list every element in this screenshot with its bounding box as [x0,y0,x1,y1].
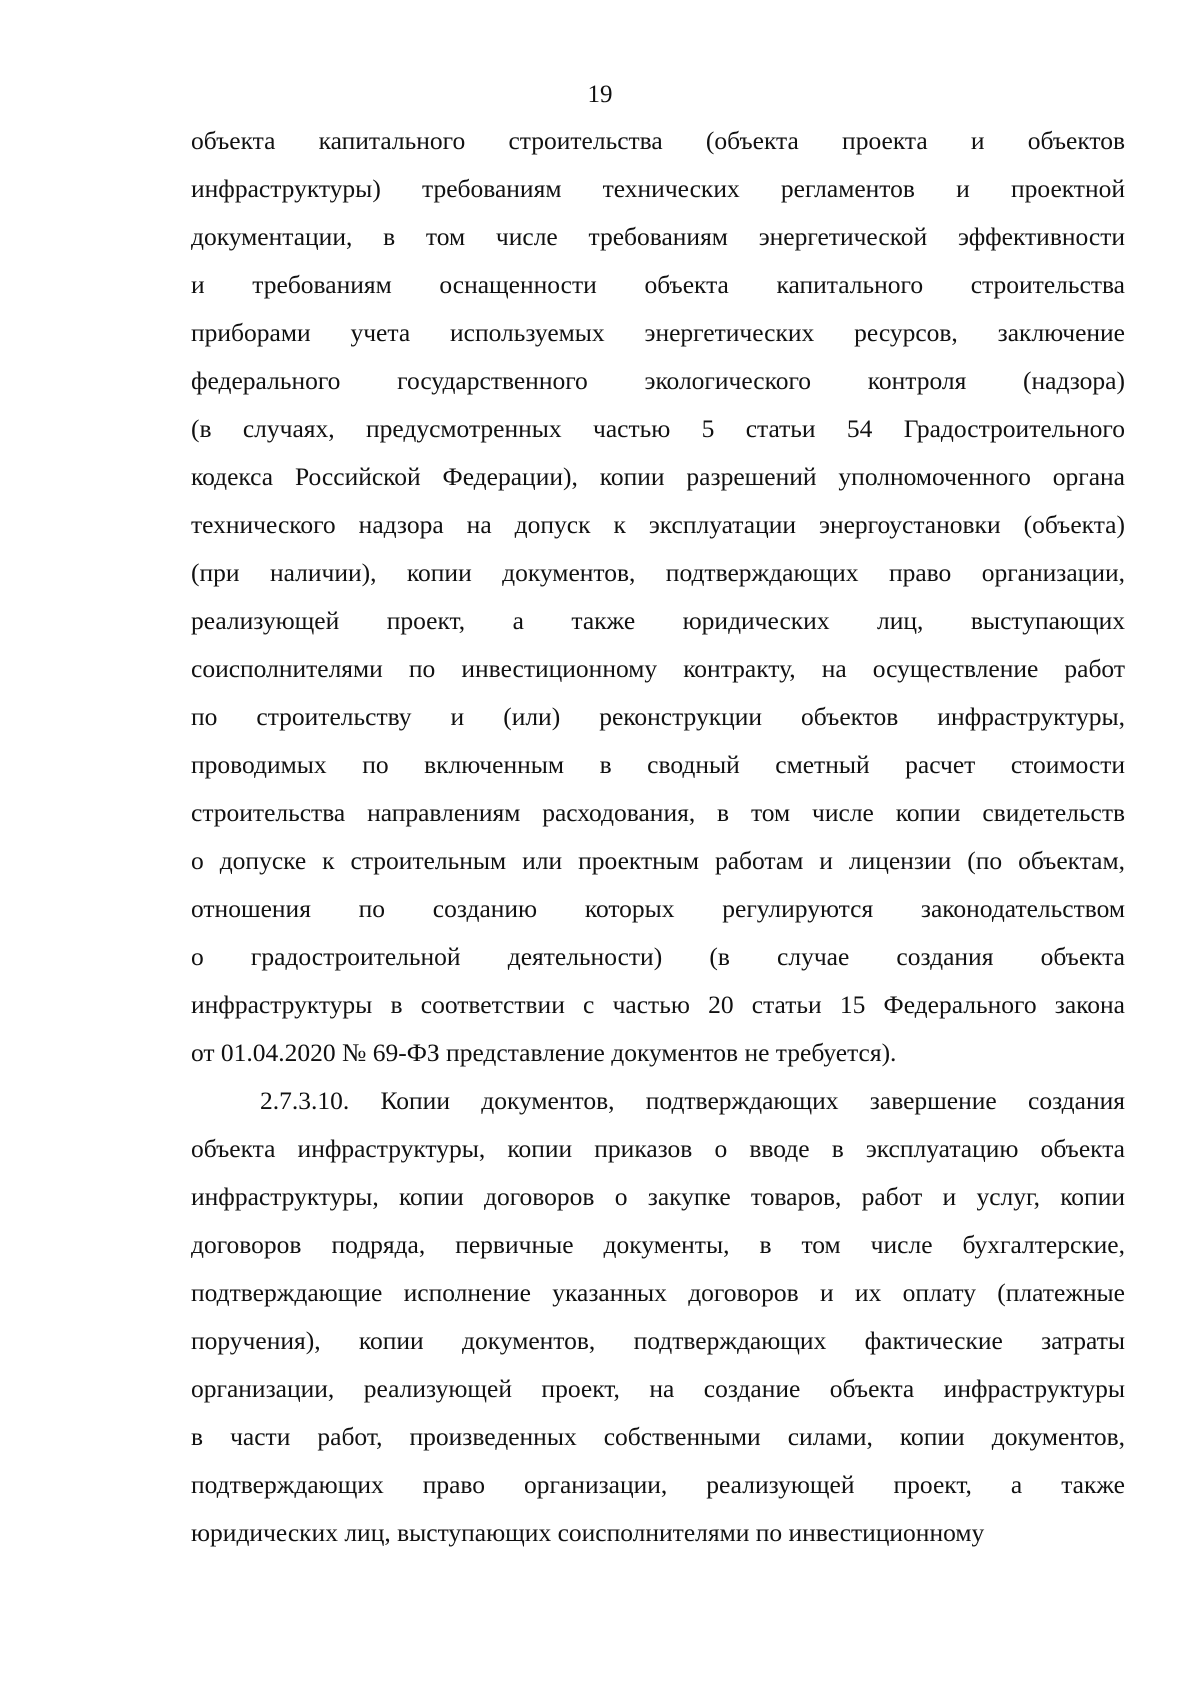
text-line: о допуске к строительным или проектным работам и лицензии (по объектам, [191,846,1125,875]
paragraph-2-7-3-10 [191,1077,1125,1557]
text-line: по строительству и (или) реконструкции объектов инфраструктуры, [191,702,1125,731]
paragraph-continuation [191,117,1125,1077]
text-line: инфраструктуры) требованиям технических регламентов и проектной [191,174,1125,203]
text-line: (в случаях, предусмотренных частью 5 статьи 54 Градостроительного [191,414,1125,443]
text-line: документации, в том числе требованиям энергетической эффективности [191,222,1125,251]
text-line: поручения), копии документов, подтверждающих фактические затраты [191,1326,1125,1355]
text-line: в части работ, произведенных собственными силами, копии документов, [191,1422,1125,1451]
text-line: юридических лиц, выступающих соисполнителями по инвестиционному [191,1518,985,1547]
text-line: приборами учета используемых энергетических ресурсов, заключение [191,318,1125,347]
text-line: подтверждающих право организации, реализующей проект, а также [191,1470,1125,1499]
text-line: строительства направлениям расходования, в том числе копии свидетельств [191,798,1125,827]
text-line: технического надзора на допуск к эксплуатации энергоустановки (объекта) [191,510,1125,539]
text-line: отношения по созданию которых регулируются законодательством [191,894,1125,923]
text-line: подтверждающие исполнение указанных договоров и их оплату (платежные [191,1278,1125,1307]
text-line: о градостроительной деятельности) (в случае создания объекта [191,942,1125,971]
text-line: кодекса Российской Федерации), копии разрешений уполномоченного органа [191,462,1125,491]
text-line: 2.7.3.10. Копии документов, подтверждающих завершение создания [260,1086,1125,1115]
text-line: объекта капитального строительства (объекта проекта и объектов [191,126,1125,155]
text-line: проводимых по включенным в сводный сметный расчет стоимости [191,750,1125,779]
document-body [191,117,1125,1557]
text-line: федерального государственного экологического контроля (надзора) [191,366,1125,395]
text-line: инфраструктуры, копии договоров о закупке товаров, работ и услуг, копии [191,1182,1125,1211]
text-line: от 01.04.2020 № 69-ФЗ представление документов не требуется). [191,1038,897,1067]
text-line: соисполнителями по инвестиционному контракту, на осуществление работ [191,654,1125,683]
page-number: 19 [587,81,613,108]
text-line: договоров подряда, первичные документы, в том числе бухгалтерские, [191,1230,1125,1259]
text-line: организации, реализующей проект, на создание объекта инфраструктуры [191,1374,1125,1403]
text-line: и требованиям оснащенности объекта капитального строительства [191,270,1125,299]
text-line: объекта инфраструктуры, копии приказов о вводе в эксплуатацию объекта [191,1134,1125,1163]
text-line: (при наличии), копии документов, подтверждающих право организации, [191,558,1125,587]
text-line: инфраструктуры в соответствии с частью 20 статьи 15 Федерального закона [191,990,1125,1019]
text-line: реализующей проект, а также юридических лиц, выступающих [191,606,1125,635]
